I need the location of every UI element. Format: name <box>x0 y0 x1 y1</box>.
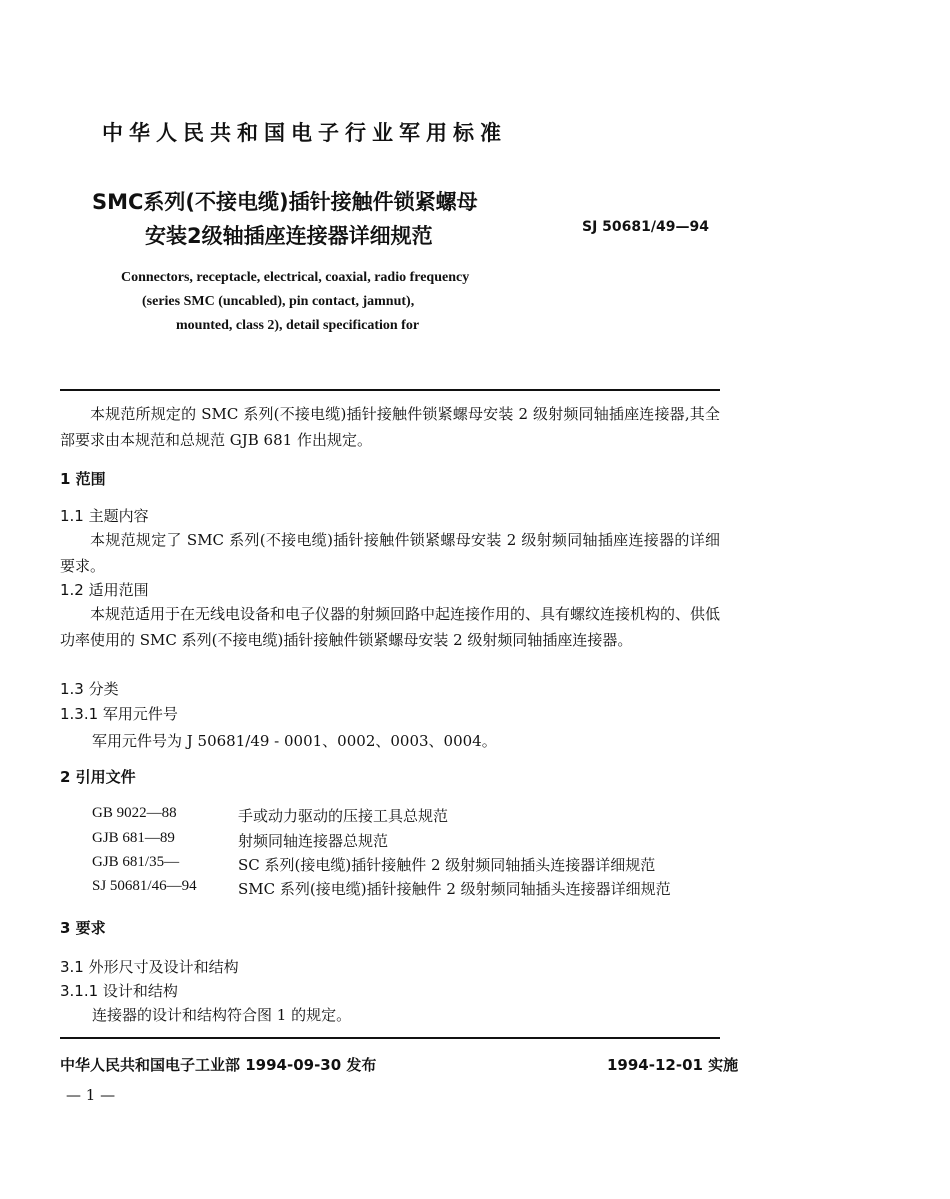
section-1-heading: 1 范围 <box>60 470 106 488</box>
footer-divider <box>60 1037 720 1039</box>
english-title-line-3: mounted, class 2), detail specification for <box>176 318 420 333</box>
page-number: — 1 — <box>66 1086 116 1104</box>
reference-code: GJB 681—89 <box>92 830 175 846</box>
section-1-1-heading: 1.1 主题内容 <box>60 507 149 525</box>
standard-code: SJ 50681/49—94 <box>582 219 709 235</box>
english-title-line-2: (series SMC (uncabled), pin contact, jamnut), <box>142 294 415 309</box>
section-3-1-1-heading: 3.1.1 设计和结构 <box>60 982 178 1000</box>
reference-code: GJB 681/35— <box>92 854 180 870</box>
reference-title: SC 系列(接电缆)插针接触件 2 级射频同轴插头连接器详细规范 <box>238 856 656 874</box>
section-2-heading: 2 引用文件 <box>60 768 136 786</box>
section-3-heading: 3 要求 <box>60 919 106 937</box>
intro-paragraph: 本规范所规定的 SMC 系列(不接电缆)插针接触件锁紧螺母安装 2 级射频同轴插座连接器,其全部要求由本规范和总规范 GJB 681 作出规定。 <box>60 405 720 449</box>
reference-title: 射频同轴连接器总规范 <box>238 832 389 850</box>
org-title: 中华人民共和国电子行业军用标准 <box>102 121 507 145</box>
section-1-2-heading: 1.2 适用范围 <box>60 581 149 599</box>
doc-title-line-2: 安装2级轴插座连接器详细规范 <box>145 224 433 248</box>
reference-code: GB 9022—88 <box>92 805 177 821</box>
issuer-line: 中华人民共和国电子工业部 1994-09-30 发布 <box>60 1056 377 1074</box>
section-1-3-1-heading: 1.3.1 军用元件号 <box>60 705 178 723</box>
section-1-1-text: 本规范规定了 SMC 系列(不接电缆)插针接触件锁紧螺母安装 2 级射频同轴插座连接器的详细要求。 <box>60 531 720 575</box>
doc-title-line-1: SMC系列(不接电缆)插针接触件锁紧螺母 <box>92 190 478 214</box>
implementation-date: 1994-12-01 实施 <box>607 1056 739 1074</box>
section-3-1-heading: 3.1 外形尺寸及设计和结构 <box>60 958 239 976</box>
section-1-3-heading: 1.3 分类 <box>60 680 119 698</box>
section-3-1-1-text: 连接器的设计和结构符合图 1 的规定。 <box>92 1006 352 1024</box>
reference-title: SMC 系列(接电缆)插针接触件 2 级射频同轴插头连接器详细规范 <box>238 880 671 898</box>
section-1-2-text: 本规范适用于在无线电设备和电子仪器的射频回路中起连接作用的、具有螺纹连接机构的、供低功率使用的 SMC 系列(不接电缆)插针接触件锁紧螺母安装 2 级射频同轴插座连接器。 <box>60 605 721 649</box>
english-title-line-1: Connectors, receptacle, electrical, coaxial, radio frequency <box>121 270 470 285</box>
top-divider <box>60 389 720 391</box>
section-1-3-1-text: 军用元件号为 J 50681/49 - 0001、0002、0003、0004。 <box>92 732 497 750</box>
reference-code: SJ 50681/46—94 <box>92 878 197 894</box>
reference-title: 手或动力驱动的压接工具总规范 <box>238 807 449 825</box>
